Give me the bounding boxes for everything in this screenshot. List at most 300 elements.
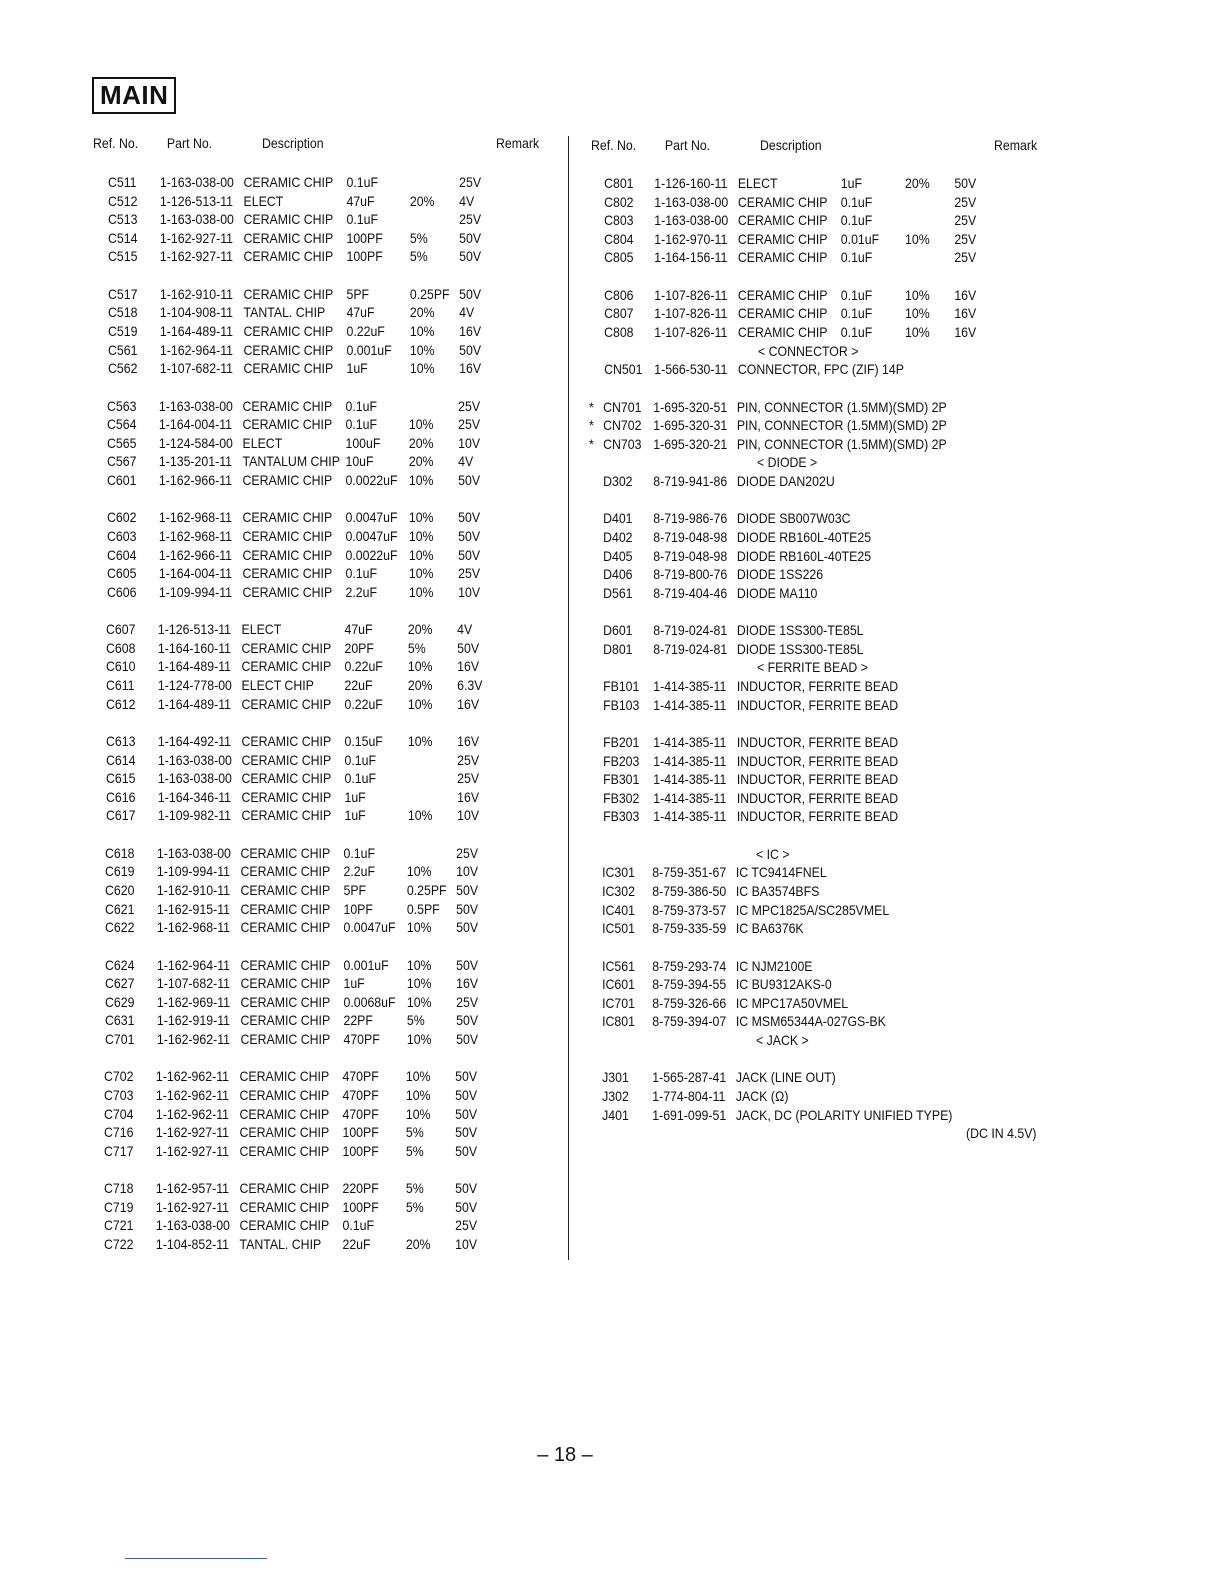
ref-no: C607 <box>106 621 136 638</box>
rating: 50V <box>455 1198 477 1215</box>
description: CERAMIC CHIP <box>737 249 828 266</box>
ref-no: C511 <box>108 174 137 190</box>
tolerance: 10% <box>406 1087 431 1103</box>
description: DIODE SB007W03C <box>736 510 851 527</box>
tolerance: 5% <box>405 1198 424 1215</box>
ref-no: C808 <box>603 324 634 340</box>
tolerance: 5% <box>405 1180 424 1197</box>
tolerance: 20% <box>408 453 434 470</box>
description: CERAMIC CHIP <box>243 341 333 358</box>
part-no: 1-162-968-11 <box>158 528 232 544</box>
ref-no: C804 <box>604 230 634 247</box>
description: ELECT <box>242 434 283 451</box>
rating: 50V <box>459 248 482 265</box>
remark-header: Remark <box>496 135 540 151</box>
description: CONNECTOR, FPC (ZIF) 14P <box>737 361 904 378</box>
value: 10PF <box>343 900 374 917</box>
part-no: 1-162-969-11 <box>156 993 230 1010</box>
ref-no: FB201 <box>602 734 639 750</box>
value: 0.1uF <box>344 770 376 787</box>
ref-no: C721 <box>103 1217 134 1234</box>
tolerance: 10% <box>407 919 432 936</box>
ref-no: C801 <box>604 175 634 191</box>
part-no: 1-695-320-21 <box>653 435 728 452</box>
value: 0.22uF <box>344 695 384 712</box>
value: 0.22uF <box>346 323 385 339</box>
description: INDUCTOR, FERRITE BEAD <box>736 808 898 825</box>
ref-no: IC301 <box>602 864 636 881</box>
ref-no: CN703 <box>603 435 642 452</box>
description: CERAMIC CHIP <box>242 546 332 563</box>
description: IC MPC1825A/SC285VMEL <box>736 901 890 918</box>
part-no: 1-162-964-11 <box>156 956 230 973</box>
rating: 16V <box>458 360 481 377</box>
rating: 25V <box>954 212 977 229</box>
part-no: 1-162-968-11 <box>158 509 232 526</box>
value: 10uF <box>345 453 374 470</box>
value: 0.1uF <box>345 416 378 433</box>
description: DIODE RB160L-40TE25 <box>736 529 872 545</box>
tolerance: 10% <box>408 565 434 582</box>
rating: 50V <box>455 1031 478 1047</box>
ref-no: FB301 <box>602 771 639 788</box>
part-no: 1-162-962-11 <box>156 1068 230 1085</box>
description: CERAMIC CHIP <box>239 1068 330 1085</box>
description: CERAMIC CHIP <box>737 230 828 247</box>
tolerance: 10% <box>406 1105 431 1122</box>
rating: 25V <box>456 751 479 768</box>
tolerance: 20% <box>408 677 433 693</box>
value: 5PF <box>343 882 367 898</box>
ref-no-header: Ref. No. <box>591 137 637 153</box>
value: 220PF <box>342 1180 379 1197</box>
ref-no: D601 <box>602 622 633 639</box>
rating: 10V <box>456 863 479 880</box>
rating: 50V <box>457 509 480 526</box>
part-no: 1-163-038-00 <box>157 844 232 861</box>
description: CERAMIC CHIP <box>242 565 332 582</box>
part-no: 8-719-986-76 <box>653 510 728 527</box>
part-no: 1-164-004-11 <box>158 565 232 582</box>
description: CERAMIC CHIP <box>243 323 333 339</box>
value: 2.2uF <box>343 863 376 880</box>
rating: 50V <box>458 341 481 358</box>
part-no: 8-719-048-98 <box>653 547 728 564</box>
part-no: 8-759-326-66 <box>652 994 727 1011</box>
tolerance: 10% <box>406 975 432 992</box>
description: PIN, CONNECTOR (1.5MM)(SMD) 2P <box>737 398 948 415</box>
rating: 25V <box>458 416 481 433</box>
part-no: 1-126-513-11 <box>159 192 233 209</box>
part-no: 1-162-919-11 <box>156 1012 230 1029</box>
description: IC NJM2100E <box>735 957 813 974</box>
part-no: 1-162-970-11 <box>654 230 728 247</box>
part-no-header: Part No. <box>664 137 711 153</box>
part-no: 1-162-927-11 <box>155 1198 229 1215</box>
tolerance: 10% <box>409 323 435 339</box>
tolerance: 10% <box>409 341 435 358</box>
ref-no: C717 <box>104 1142 134 1159</box>
footer-rule <box>125 1558 267 1559</box>
part-no: 1-163-038-00 <box>654 212 729 229</box>
value: 0.1uF <box>342 1217 374 1234</box>
ref-no: C606 <box>106 583 137 600</box>
rating: 50V <box>455 1012 478 1029</box>
description: CERAMIC CHIP <box>241 733 331 749</box>
description-header: Description <box>759 137 822 153</box>
ref-no: C517 <box>107 285 137 302</box>
part-no: 1-565-287-41 <box>651 1069 726 1086</box>
description: CERAMIC CHIP <box>241 639 332 656</box>
rating: 4V <box>458 304 474 321</box>
value: 1uF <box>346 360 368 377</box>
value: 0.01uF <box>840 230 880 247</box>
part-no: 1-163-038-00 <box>654 193 729 210</box>
description: PIN, CONNECTOR (1.5MM)(SMD) 2P <box>737 417 948 434</box>
part-no: 1-162-966-11 <box>159 472 233 488</box>
tolerance: 5% <box>409 229 428 246</box>
ref-no: C629 <box>104 993 135 1010</box>
description: CERAMIC CHIP <box>239 1198 330 1215</box>
value: 470PF <box>342 1087 380 1103</box>
part-no: 1-164-156-11 <box>654 249 728 266</box>
ref-no: C803 <box>604 212 634 229</box>
description: CERAMIC CHIP <box>241 788 331 805</box>
rating: 25V <box>455 1217 477 1234</box>
rating: 25V <box>954 249 977 266</box>
description: IC MSM65344A-027GS-BK <box>735 1013 886 1030</box>
description: IC MPC17A50VMEL <box>735 994 849 1011</box>
ref-no: J302 <box>601 1088 629 1104</box>
part-no: 1-162-966-11 <box>158 546 232 563</box>
part-no: 8-759-373-57 <box>652 901 727 918</box>
description: PIN, CONNECTOR (1.5MM)(SMD) 2P <box>737 435 948 452</box>
ref-no: C702 <box>104 1068 134 1085</box>
ref-no: D302 <box>603 473 633 489</box>
ref-no: C611 <box>106 677 135 693</box>
tolerance: 0.5PF <box>407 900 441 917</box>
tolerance: 20% <box>905 175 930 191</box>
ref-no: C616 <box>105 788 136 805</box>
part-no: 1-164-489-11 <box>158 658 232 675</box>
tolerance: 20% <box>405 1236 431 1252</box>
tolerance: 10% <box>406 993 432 1010</box>
rating: 16V <box>954 305 976 322</box>
tolerance: 10% <box>408 472 434 488</box>
description: CERAMIC CHIP <box>243 174 334 190</box>
part-no: 1-163-038-00 <box>155 1217 230 1234</box>
ref-no: IC601 <box>601 976 635 993</box>
rating: 16V <box>457 658 480 675</box>
part-no: 1-107-682-11 <box>156 975 230 992</box>
part-no: 1-107-826-11 <box>653 324 727 340</box>
description: IC TC9414FNEL <box>736 864 827 881</box>
description: IC BU9312AKS-0 <box>735 976 832 993</box>
ref-no: C620 <box>105 882 135 898</box>
ref-no: C601 <box>107 472 137 488</box>
rating: 25V <box>954 230 977 247</box>
part-no: 8-719-024-81 <box>653 640 728 657</box>
category-heading: < JACK > <box>755 1032 809 1048</box>
part-no: 1-107-682-11 <box>159 360 233 377</box>
rating: 25V <box>459 211 482 228</box>
description: CERAMIC CHIP <box>241 751 331 768</box>
description: CERAMIC CHIP <box>737 305 828 322</box>
part-no: 1-163-038-00 <box>159 211 234 228</box>
part-no: 1-104-852-11 <box>155 1236 229 1252</box>
value: 22uF <box>342 1236 371 1252</box>
value: 2.2uF <box>345 583 377 600</box>
rating: 6.3V <box>457 677 483 693</box>
part-no: 1-691-099-51 <box>651 1106 726 1123</box>
rating: 50V <box>457 639 480 656</box>
mark: * <box>589 435 595 452</box>
ref-no: C701 <box>104 1031 135 1047</box>
rating: 4V <box>459 192 475 209</box>
rating: 10V <box>455 1236 477 1252</box>
ref-no: C514 <box>108 229 138 246</box>
tolerance: 5% <box>406 1012 425 1029</box>
tolerance: 10% <box>408 546 434 563</box>
part-no: 8-759-394-55 <box>652 976 727 993</box>
category-heading: < DIODE > <box>757 454 818 471</box>
rating: 25V <box>458 397 481 414</box>
rating: 50V <box>455 1105 478 1122</box>
value: 0.1uF <box>346 211 378 228</box>
value: 100PF <box>346 229 383 246</box>
rating: 16V <box>456 788 479 805</box>
ref-no: D402 <box>603 529 633 545</box>
rating: 50V <box>954 175 977 191</box>
value: 1uF <box>840 175 863 191</box>
part-no: 8-719-048-98 <box>653 529 728 545</box>
part-no: 1-164-489-11 <box>159 323 233 339</box>
value: 0.0022uF <box>345 546 398 563</box>
tolerance: 5% <box>406 1124 425 1141</box>
ref-no: J301 <box>601 1069 629 1086</box>
ref-no: C627 <box>104 975 135 992</box>
description: TANTAL. CHIP <box>239 1236 322 1252</box>
description: JACK (LINE OUT) <box>735 1069 836 1086</box>
value: 100uF <box>345 434 381 451</box>
part-no: 8-719-941-86 <box>653 473 728 489</box>
description: CERAMIC CHIP <box>239 1105 330 1122</box>
ref-no: IC401 <box>602 901 636 918</box>
description: CERAMIC CHIP <box>242 509 332 526</box>
description: DIODE RB160L-40TE25 <box>736 547 872 564</box>
remark-header: Remark <box>994 137 1038 153</box>
part-no: 1-162-927-11 <box>159 248 233 265</box>
ref-no: C563 <box>107 397 137 414</box>
part-no: 1-414-385-11 <box>653 678 727 694</box>
tolerance: 5% <box>409 248 428 265</box>
dc-input-note: (DC IN 4.5V) <box>966 1125 1037 1142</box>
description: CERAMIC CHIP <box>243 211 334 228</box>
part-no: 8-719-800-76 <box>653 566 728 583</box>
ref-no: C619 <box>105 863 135 880</box>
description: ELECT <box>243 192 284 209</box>
rating: 16V <box>954 286 976 303</box>
ref-no: C567 <box>107 453 137 470</box>
part-no: 1-109-994-11 <box>157 863 231 880</box>
description: CERAMIC CHIP <box>737 193 828 210</box>
tolerance: 20% <box>408 621 433 638</box>
rating: 50V <box>455 1124 478 1141</box>
value: 1uF <box>343 975 365 992</box>
part-no: 1-414-385-11 <box>652 771 726 788</box>
part-no: 8-759-394-07 <box>652 1013 727 1030</box>
value: 0.001uF <box>343 956 389 973</box>
description: DIODE 1SS300-TE85L <box>736 640 864 657</box>
description: IC BA3574BFS <box>736 883 820 899</box>
value: 100PF <box>342 1198 379 1215</box>
value: 470PF <box>342 1068 380 1085</box>
part-no: 1-162-910-11 <box>157 882 231 898</box>
value: 0.1uF <box>840 249 873 266</box>
ref-no: C615 <box>105 770 136 787</box>
value: 0.001uF <box>346 341 392 358</box>
value: 47uF <box>344 621 373 638</box>
part-no: 1-163-038-00 <box>157 751 232 768</box>
description: ELECT CHIP <box>241 677 315 693</box>
ref-no: C565 <box>107 434 137 451</box>
value: 0.0047uF <box>343 919 396 936</box>
description: INDUCTOR, FERRITE BEAD <box>736 734 898 750</box>
ref-no: FB303 <box>602 808 639 825</box>
tolerance: 10% <box>406 1031 432 1047</box>
value: 100PF <box>346 248 383 265</box>
tolerance: 10% <box>409 360 435 377</box>
part-no: 1-164-004-11 <box>159 416 233 433</box>
tolerance: 10% <box>904 305 930 322</box>
description: CERAMIC CHIP <box>242 583 332 600</box>
value: 0.0047uF <box>345 528 398 544</box>
part-no: 1-107-826-11 <box>653 286 727 303</box>
mark: * <box>589 398 595 415</box>
part-no: 1-162-962-11 <box>156 1031 230 1047</box>
description: CERAMIC CHIP <box>241 807 331 824</box>
ref-no: D405 <box>603 547 633 564</box>
ref-no: C603 <box>106 528 137 544</box>
description: CERAMIC CHIP <box>242 416 333 433</box>
description: CERAMIC CHIP <box>242 472 333 488</box>
tolerance: 10% <box>905 230 930 247</box>
description: DIODE 1SS226 <box>736 566 824 583</box>
value: 1uF <box>344 788 366 805</box>
ref-no: C622 <box>105 919 135 936</box>
description: CERAMIC CHIP <box>240 1031 331 1047</box>
ref-no: C805 <box>604 249 634 266</box>
value: 22uF <box>344 677 373 693</box>
part-no: 1-164-492-11 <box>157 733 231 749</box>
ref-no: IC501 <box>602 920 636 937</box>
ref-no: D801 <box>602 640 633 657</box>
description: ELECT <box>737 175 778 191</box>
ref-no: C722 <box>103 1236 134 1252</box>
part-no: 1-414-385-11 <box>652 752 726 769</box>
description: JACK (Ω) <box>735 1088 789 1104</box>
ref-no: CN701 <box>603 398 642 415</box>
ref-no: C718 <box>103 1180 134 1197</box>
rating: 50V <box>457 528 480 544</box>
part-no: 1-414-385-11 <box>653 696 727 713</box>
value: 47uF <box>346 192 375 209</box>
tolerance: 10% <box>408 583 434 600</box>
value: 0.15uF <box>344 733 383 749</box>
description: CERAMIC CHIP <box>239 1180 330 1197</box>
rating: 25V <box>455 993 478 1010</box>
description: CERAMIC CHIP <box>241 695 332 712</box>
ref-no: C518 <box>107 304 137 321</box>
ref-no: FB101 <box>602 678 640 694</box>
description: ELECT <box>241 621 282 638</box>
description: IC BA6376K <box>736 920 804 937</box>
part-no: 1-164-160-11 <box>158 639 232 656</box>
ref-no: C621 <box>105 900 135 917</box>
category-heading: < FERRITE BEAD > <box>756 659 868 676</box>
description: TANTAL. CHIP <box>243 304 325 321</box>
rating: 16V <box>457 695 480 712</box>
ref-no: C624 <box>104 956 135 973</box>
rating: 16V <box>458 323 481 339</box>
rating: 25V <box>459 174 482 190</box>
value: 5PF <box>346 285 369 302</box>
value: 0.1uF <box>840 286 873 303</box>
description: CERAMIC CHIP <box>240 975 331 992</box>
tolerance: 0.25PF <box>407 882 447 898</box>
part-no: 1-162-962-11 <box>156 1105 230 1122</box>
ref-no: C608 <box>106 639 136 656</box>
value: 20PF <box>344 639 375 656</box>
value: 0.0047uF <box>345 509 398 526</box>
rating: 50V <box>458 472 481 488</box>
description: CERAMIC CHIP <box>239 1087 330 1103</box>
value: 0.0068uF <box>343 993 396 1010</box>
part-no: 1-162-957-11 <box>155 1180 229 1197</box>
rating: 10V <box>457 583 480 600</box>
description: DIODE 1SS300-TE85L <box>736 622 864 639</box>
description: INDUCTOR, FERRITE BEAD <box>736 789 898 806</box>
value: 100PF <box>342 1142 380 1159</box>
value: 0.1uF <box>840 324 873 340</box>
part-no: 1-162-968-11 <box>157 919 231 936</box>
category-heading: < IC > <box>756 845 790 862</box>
ref-no: C519 <box>107 323 137 339</box>
rating: 50V <box>455 1142 478 1159</box>
tolerance: 10% <box>406 1068 431 1085</box>
ref-no: C612 <box>106 695 136 712</box>
ref-no: C631 <box>104 1012 135 1029</box>
ref-no: C564 <box>107 416 137 433</box>
description: CERAMIC CHIP <box>240 1012 331 1029</box>
part-no: 1-163-038-00 <box>157 770 232 787</box>
rating: 4V <box>457 621 473 638</box>
ref-no: IC561 <box>601 957 635 974</box>
part-no: 1-124-584-00 <box>159 434 233 451</box>
part-no: 1-162-927-11 <box>156 1124 230 1141</box>
value: 0.1uF <box>345 397 378 414</box>
rating: 50V <box>459 229 482 246</box>
description: CERAMIC CHIP <box>240 900 331 917</box>
part-no: 1-104-908-11 <box>159 304 233 321</box>
part-no: 1-162-927-11 <box>159 229 233 246</box>
part-no: 1-414-385-11 <box>652 734 726 750</box>
description: CERAMIC CHIP <box>239 1142 330 1159</box>
value: 0.1uF <box>343 844 376 861</box>
description: DIODE DAN202U <box>737 473 836 489</box>
description: CERAMIC CHIP <box>240 956 331 973</box>
tolerance: 10% <box>904 324 930 340</box>
